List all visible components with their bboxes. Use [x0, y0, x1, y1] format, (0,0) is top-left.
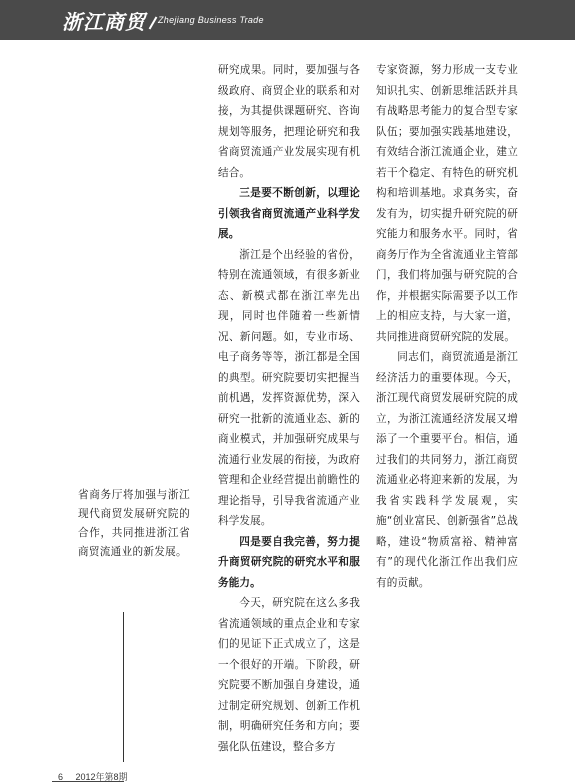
paragraph: 浙江是个出经验的省份，特别在流通领域，有很多新业态、新模式都在浙江率先出现，同时也伴随着一些新情况、新问题。如，专业市场、电子商务等等，浙江都是全国的典型。研究院要切实把握当前机遇，发挥资源优势，深入研究一批新的流通业态、新的商业模式，并加强研究成果与流通行业发展的衔接，为政府管理和企业经营提出前瞻性的理论指导，引导我省流通产业科学发展。: [218, 248, 360, 527]
magazine-subtitle: Zhejiang Business Trade: [158, 15, 264, 25]
header-divider: [149, 16, 158, 29]
page-body: [0, 40, 575, 782]
paragraph: 专家资源，努力形成一支专业知识扎实、创新思维活跃并具有战略思考能力的复合型专家队伍；要加强实践基地建设，有效结合浙江流通企业，建立若干个稳定、有特色的研究机构和培训基地。求真务实，奋发有为，切实提升研究院的研究能力和服务水平。同时，省商务厅作为全省流通业主管部门，我们将加强与研究院的合作，并根据实际需要予以工作上的相应支持，与大家一道，共同推进商贸研究院的发展。: [376, 64, 518, 343]
paragraph: 今天，研究院在这么多我省流通领域的重点企业和专家们的见证下正式成立了，这是一个很好的开端。下阶段，研究院要不断加强自身建设，通过制定研究规划、创新工作机制，明确研究任务和方向；要强化队伍建设，整合多方: [218, 597, 360, 753]
text-column-2: [376, 60, 518, 593]
pull-quote-rule: [123, 612, 124, 762]
text-column-1: [218, 60, 360, 757]
section-heading: 三是要不断创新，以理论引领我省商贸流通产业科学发展。: [218, 187, 360, 240]
section-heading: 四是要自我完善，努力提升商贸研究院的研究水平和服务能力。: [218, 535, 360, 589]
paragraph: 研究成果。同时，要加强与各级政府、商贸企业的联系和对接，为其提供课题研究、咨询规划等服务，把理论研究和我省商贸流通产业发展实现有机结合。: [218, 64, 360, 179]
header-bar: [0, 0, 575, 40]
magazine-logo: 浙江商贸: [62, 10, 146, 34]
left-margin: [0, 40, 202, 779]
page-number: 6: [58, 772, 64, 782]
issue-label: 2012年第8期: [75, 772, 128, 782]
pull-quote: 省商务厅将加强与浙江现代商贸发展研究院的合作，共同推进浙江省商贸流通业的新发展。: [78, 489, 190, 558]
page-footer: [58, 770, 138, 783]
paragraph: 同志们，商贸流通是浙江经济活力的重要体现。今天，浙江现代商贸发展研究院的成立，为浙江流通经济发展又增添了一个重要平台。相信，通过我们的共同努力，浙江商贸流通业必将迎来新的发展，为我省实践科学发展观，实施“创业富民、创新强省”总战略，建设“物质富裕、精神富有”的现代化浙江作出我们应有的贡献。: [376, 351, 518, 589]
